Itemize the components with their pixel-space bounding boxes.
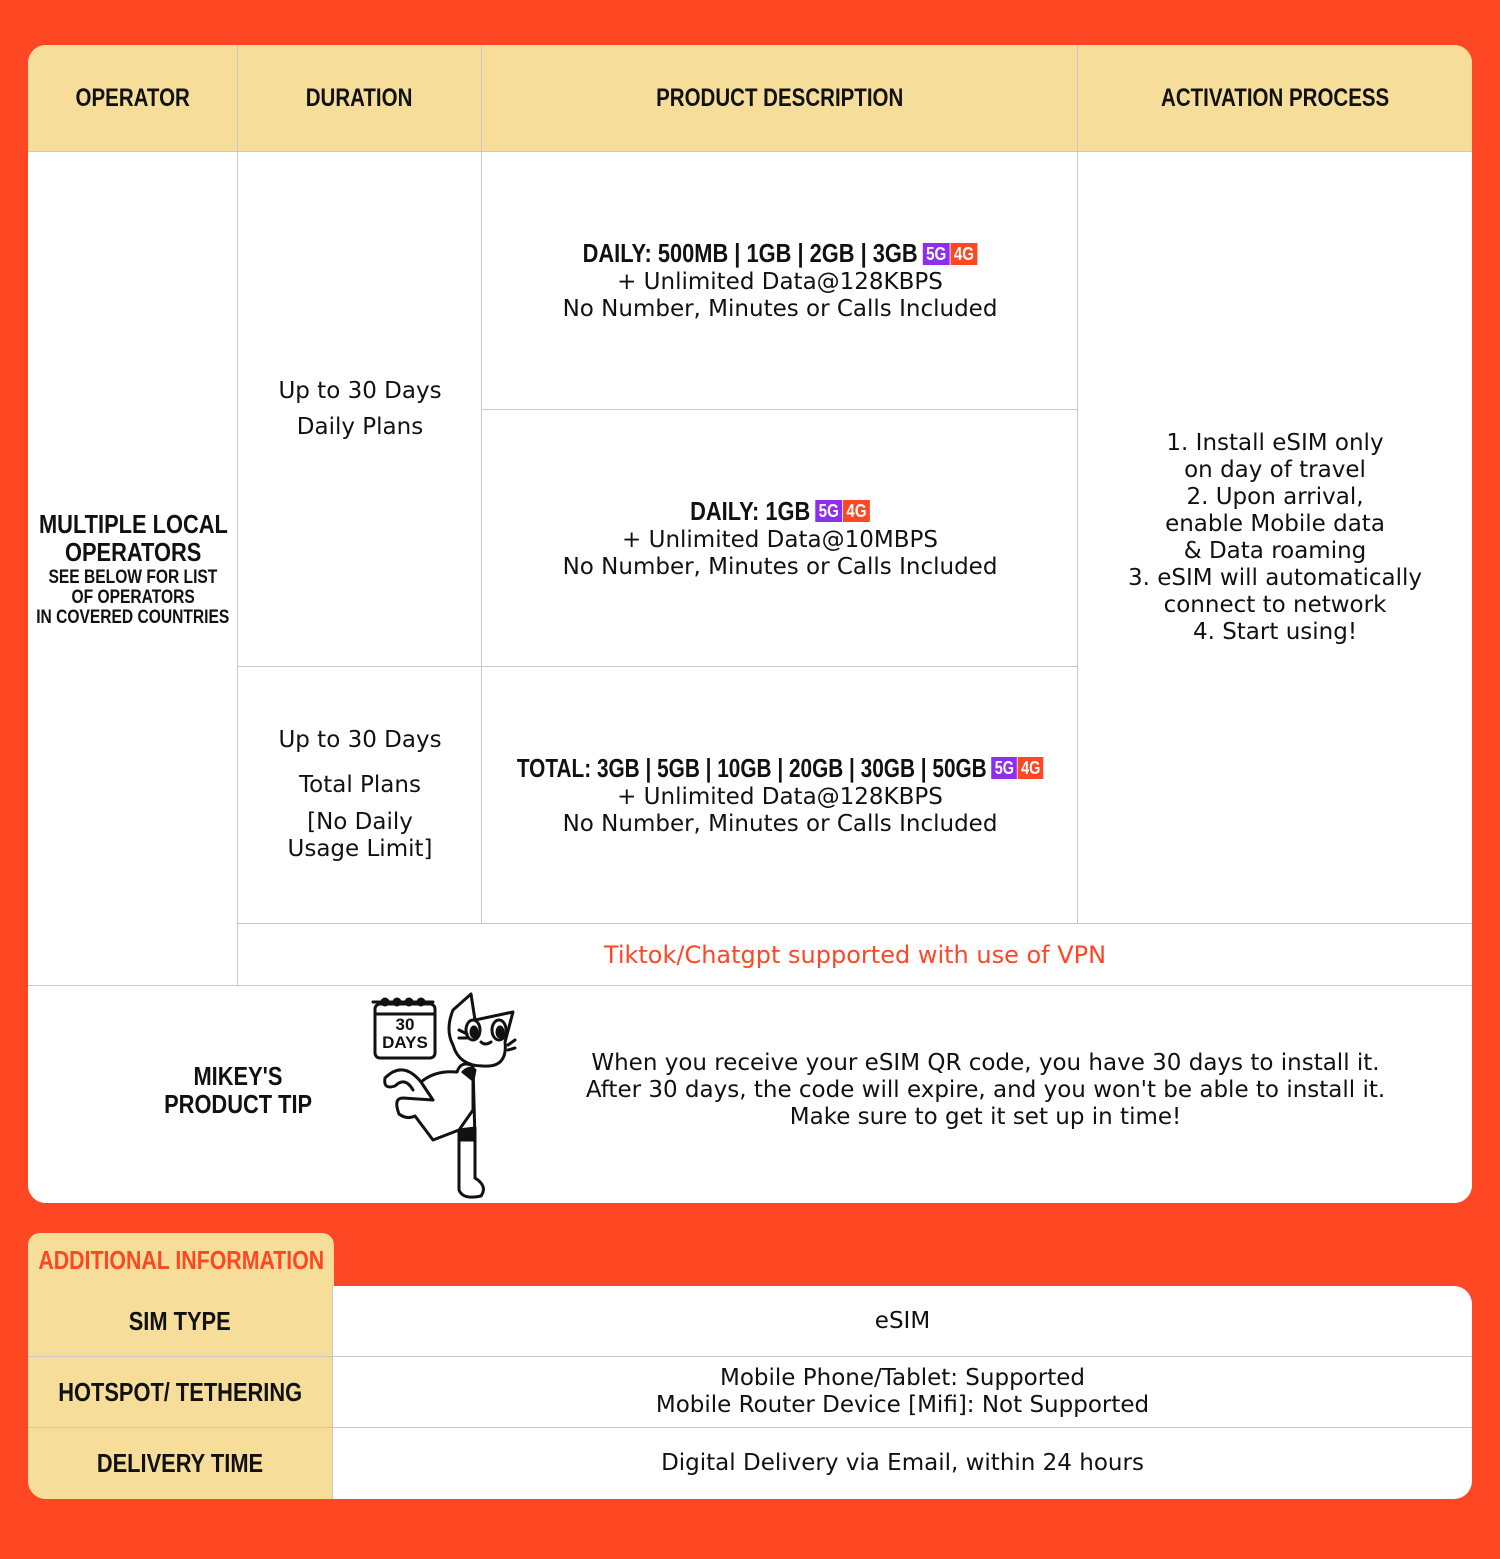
plan-note: No Number, Minutes or Calls Included (562, 810, 998, 837)
operator-name: MULTIPLE LOCAL (38, 509, 228, 539)
cat-mascot-illustration (363, 990, 523, 1203)
info-row-delivery-time (28, 1428, 1472, 1499)
info-row-sim-type (28, 1286, 1472, 1357)
operator-cell (28, 152, 238, 986)
badge-5g: 5G (991, 757, 1017, 779)
info-value-text: Mobile Phone/Tablet: Supported (720, 1365, 1085, 1391)
operator-name: OPERATORS (64, 537, 202, 567)
activation-step: on day of travel (1184, 456, 1366, 483)
plan-speed: + Unlimited Data@10MBPS (622, 526, 938, 553)
plan-headline (517, 753, 1044, 784)
plan-note: No Number, Minutes or Calls Included (562, 553, 998, 580)
duration-text: Up to 30 Days (278, 727, 442, 753)
info-label-text: HOTSPOT/ TETHERING (58, 1376, 302, 1407)
header-duration (238, 45, 482, 152)
badge-4g: 4G (950, 243, 977, 265)
additional-info-table (28, 1286, 1472, 1499)
activation-step: & Data roaming (1183, 537, 1367, 564)
tip-text-line: When you receive your eSIM QR code, you have 30 days to install it. (591, 1050, 1380, 1076)
activation-step: 2. Upon arrival, (1186, 483, 1364, 510)
plan-note: No Number, Minutes or Calls Included (562, 296, 998, 322)
plan-daily-1gb (481, 409, 1078, 666)
calendar-unit: DAYS (382, 1033, 428, 1052)
calendar-number: 30 (395, 1015, 415, 1034)
plan-headline (690, 496, 870, 527)
duration-text: Usage Limit] (287, 836, 433, 862)
badge-5g: 5G (815, 500, 842, 522)
tip-text (523, 1050, 1448, 1131)
info-value-text: Digital Delivery via Email, within 24 hours (661, 1450, 1144, 1476)
info-value-text: eSIM (874, 1307, 931, 1334)
badge-4g: 4G (843, 500, 870, 522)
header-label: OPERATOR (75, 83, 190, 112)
activation-cell (1077, 152, 1472, 923)
header-activation-process (1078, 45, 1472, 152)
plan-headline (583, 238, 978, 269)
plan-speed: + Unlimited Data@128KBPS (617, 269, 943, 295)
duration-total-cell (237, 666, 482, 923)
info-label-text: DELIVERY TIME (96, 1448, 264, 1478)
duration-text: Up to 30 Days (278, 378, 442, 404)
additional-info-title: ADDITIONAL INFORMATION (38, 1244, 324, 1275)
header-label: DURATION (306, 83, 413, 112)
badge-4g: 4G (1018, 757, 1044, 779)
tip-title-line: PRODUCT TIP (163, 1089, 313, 1119)
tip-text-line: Make sure to get it set up in time! (789, 1104, 1182, 1130)
plan-headline-text: DAILY: 500MB | 1GB | 2GB | 3GB (582, 238, 918, 268)
header-operator (28, 45, 238, 152)
duration-text: [No Daily (307, 809, 413, 835)
operator-note: IN COVERED COUNTRIES (36, 607, 230, 628)
activation-step: 4. Start using! (1192, 618, 1358, 645)
plan-daily-multi (481, 152, 1078, 409)
plan-total (481, 666, 1078, 923)
info-label-text: SIM TYPE (129, 1305, 231, 1336)
activation-step: enable Mobile data (1165, 510, 1385, 537)
info-label (28, 1286, 333, 1356)
plan-table-card (28, 45, 1472, 1203)
activation-step: 1. Install eSIM only (1166, 429, 1384, 456)
operator-note: OF OPERATORS (71, 587, 195, 608)
info-label (28, 1428, 333, 1499)
info-value (333, 1428, 1472, 1499)
operator-note: SEE BELOW FOR LIST (48, 567, 218, 588)
plan-headline-text: DAILY: 1GB (690, 495, 811, 526)
header-label: ACTIVATION PROCESS (1160, 83, 1390, 112)
tip-title (148, 1062, 328, 1118)
info-value (333, 1286, 1472, 1356)
info-value (333, 1357, 1472, 1427)
plan-speed: + Unlimited Data@128KBPS (617, 783, 943, 810)
additional-info-tab (28, 1233, 334, 1287)
tip-title-line: MIKEY'S (193, 1061, 283, 1091)
vpn-note: Tiktok/Chatgpt supported with use of VPN (603, 940, 1107, 969)
info-value-text: Mobile Router Device [Mifi]: Not Supported (655, 1392, 1150, 1418)
vpn-note-cell (237, 923, 1472, 986)
tip-text-line: After 30 days, the code will expire, and you won't be able to install it. (585, 1077, 1386, 1103)
info-label (28, 1357, 333, 1427)
badge-5g: 5G (923, 243, 950, 265)
calendar-label (375, 1016, 435, 1052)
plan-headline-text: TOTAL: 3GB | 5GB | 10GB | 20GB | 30GB | 50GB (516, 752, 987, 783)
duration-text: Daily Plans (296, 414, 424, 440)
header-label: PRODUCT DESCRIPTION (655, 83, 904, 112)
header-product-description (482, 45, 1078, 152)
activation-step: connect to network (1163, 591, 1387, 618)
duration-text: Total Plans (299, 772, 421, 798)
duration-daily-cell (237, 152, 482, 666)
activation-step: 3. eSIM will automatically (1127, 564, 1423, 591)
info-row-hotspot (28, 1357, 1472, 1428)
product-tip-section (28, 985, 1472, 1203)
